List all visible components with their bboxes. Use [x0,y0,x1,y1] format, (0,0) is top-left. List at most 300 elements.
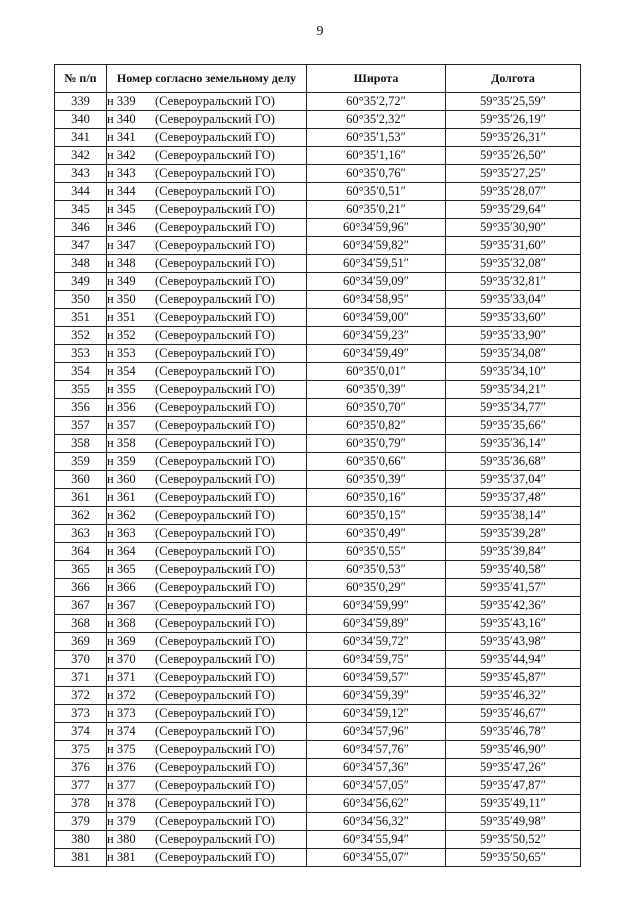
land-plot-code: н 364 [107,544,136,558]
district-label: (Североуральский ГО) [155,166,275,180]
latitude-value: 60°34′59,49″ [307,345,446,363]
row-number: 352 [55,327,107,345]
row-number: 363 [55,525,107,543]
table-row [55,813,581,831]
table-header-row [55,65,581,93]
latitude-value: 60°34′59,39″ [307,687,446,705]
land-plot-code: н 359 [107,454,136,468]
longitude-value: 59°35′47,87″ [446,777,581,795]
land-plot-code: н 371 [107,670,136,684]
table-row [55,651,581,669]
land-plot-code: н 344 [107,184,136,198]
district-label: (Североуральский ГО) [155,346,275,360]
land-plot-code: н 351 [107,310,136,324]
land-plot-code: н 348 [107,256,136,270]
district-label: (Североуральский ГО) [155,238,275,252]
longitude-value: 59°35′50,65″ [446,849,581,867]
longitude-value: 59°35′26,50″ [446,147,581,165]
district-label: (Североуральский ГО) [155,796,275,810]
coordinates-table [54,64,581,867]
district-label: (Североуральский ГО) [155,616,275,630]
table-row [55,795,581,813]
land-plot-code: н 363 [107,526,136,540]
land-plot-name [107,543,307,561]
table-row [55,633,581,651]
row-number: 358 [55,435,107,453]
table-row [55,93,581,111]
latitude-value: 60°35′0,39″ [307,471,446,489]
land-plot-name [107,129,307,147]
row-number: 373 [55,705,107,723]
row-number: 374 [55,723,107,741]
longitude-value: 59°35′41,57″ [446,579,581,597]
district-label: (Североуральский ГО) [155,328,275,342]
land-plot-name [107,435,307,453]
row-number: 378 [55,795,107,813]
district-label: (Североуральский ГО) [155,418,275,432]
land-plot-code: н 358 [107,436,136,450]
land-plot-name [107,183,307,201]
longitude-value: 59°35′34,77″ [446,399,581,417]
latitude-value: 60°34′59,57″ [307,669,446,687]
row-number: 344 [55,183,107,201]
table-row [55,849,581,867]
longitude-value: 59°35′35,66″ [446,417,581,435]
land-plot-code: н 349 [107,274,136,288]
land-plot-code: н 381 [107,850,136,864]
latitude-value: 60°35′0,53″ [307,561,446,579]
longitude-value: 59°35′37,48″ [446,489,581,507]
header-latitude: Широта [307,65,446,93]
row-number: 369 [55,633,107,651]
land-plot-code: н 355 [107,382,136,396]
table-row [55,165,581,183]
table-row [55,453,581,471]
latitude-value: 60°34′59,23″ [307,327,446,345]
row-number: 343 [55,165,107,183]
row-number: 350 [55,291,107,309]
land-plot-name [107,165,307,183]
latitude-value: 60°34′59,89″ [307,615,446,633]
longitude-value: 59°35′38,14″ [446,507,581,525]
row-number: 356 [55,399,107,417]
latitude-value: 60°34′55,07″ [307,849,446,867]
latitude-value: 60°34′59,12″ [307,705,446,723]
row-number: 348 [55,255,107,273]
land-plot-name [107,327,307,345]
table-row [55,669,581,687]
table-row [55,471,581,489]
row-number: 354 [55,363,107,381]
land-plot-code: н 340 [107,112,136,126]
land-plot-code: н 354 [107,364,136,378]
land-plot-code: н 343 [107,166,136,180]
row-number: 353 [55,345,107,363]
longitude-value: 59°35′46,67″ [446,705,581,723]
table-row [55,111,581,129]
land-plot-code: н 356 [107,400,136,414]
row-number: 362 [55,507,107,525]
district-label: (Североуральский ГО) [155,130,275,144]
longitude-value: 59°35′26,19″ [446,111,581,129]
table-row [55,777,581,795]
district-label: (Североуральский ГО) [155,760,275,774]
latitude-value: 60°34′59,99″ [307,597,446,615]
land-plot-code: н 373 [107,706,136,720]
district-label: (Североуральский ГО) [155,202,275,216]
land-plot-name [107,561,307,579]
land-plot-name [107,777,307,795]
latitude-value: 60°35′0,76″ [307,165,446,183]
latitude-value: 60°35′0,29″ [307,579,446,597]
row-number: 377 [55,777,107,795]
table-row [55,759,581,777]
table-row [55,561,581,579]
longitude-value: 59°35′29,64″ [446,201,581,219]
land-plot-code: н 350 [107,292,136,306]
table-row [55,345,581,363]
latitude-value: 60°35′0,01″ [307,363,446,381]
district-label: (Североуральский ГО) [155,364,275,378]
latitude-value: 60°34′59,82″ [307,237,446,255]
longitude-value: 59°35′36,68″ [446,453,581,471]
district-label: (Североуральский ГО) [155,580,275,594]
latitude-value: 60°35′0,16″ [307,489,446,507]
row-number: 341 [55,129,107,147]
district-label: (Североуральский ГО) [155,256,275,270]
land-plot-code: н 370 [107,652,136,666]
land-plot-name [107,831,307,849]
district-label: (Североуральский ГО) [155,112,275,126]
longitude-value: 59°35′43,98″ [446,633,581,651]
latitude-value: 60°34′57,76″ [307,741,446,759]
land-plot-name [107,345,307,363]
land-plot-name [107,705,307,723]
row-number: 376 [55,759,107,777]
land-plot-name [107,687,307,705]
land-plot-name [107,219,307,237]
table-row [55,183,581,201]
land-plot-code: н 346 [107,220,136,234]
land-plot-name [107,615,307,633]
district-label: (Североуральский ГО) [155,814,275,828]
table-row [55,237,581,255]
land-plot-code: н 365 [107,562,136,576]
row-number: 351 [55,309,107,327]
longitude-value: 59°35′30,90″ [446,219,581,237]
row-number: 365 [55,561,107,579]
header-longitude: Долгота [446,65,581,93]
land-plot-code: н 367 [107,598,136,612]
land-plot-name [107,93,307,111]
land-plot-code: н 341 [107,130,136,144]
row-number: 379 [55,813,107,831]
land-plot-name [107,813,307,831]
table-row [55,129,581,147]
row-number: 366 [55,579,107,597]
land-plot-name [107,489,307,507]
land-plot-code: н 378 [107,796,136,810]
district-label: (Североуральский ГО) [155,94,275,108]
land-plot-code: н 360 [107,472,136,486]
district-label: (Североуральский ГО) [155,148,275,162]
latitude-value: 60°35′0,79″ [307,435,446,453]
longitude-value: 59°35′34,08″ [446,345,581,363]
longitude-value: 59°35′47,26″ [446,759,581,777]
district-label: (Североуральский ГО) [155,382,275,396]
row-number: 361 [55,489,107,507]
row-number: 360 [55,471,107,489]
latitude-value: 60°34′57,36″ [307,759,446,777]
land-plot-name [107,795,307,813]
row-number: 342 [55,147,107,165]
longitude-value: 59°35′33,04″ [446,291,581,309]
district-label: (Североуральский ГО) [155,832,275,846]
district-label: (Североуральский ГО) [155,742,275,756]
latitude-value: 60°34′59,96″ [307,219,446,237]
row-number: 359 [55,453,107,471]
district-label: (Североуральский ГО) [155,598,275,612]
table-row [55,489,581,507]
row-number: 346 [55,219,107,237]
latitude-value: 60°34′58,95″ [307,291,446,309]
land-plot-name [107,507,307,525]
land-plot-code: н 375 [107,742,136,756]
land-plot-name [107,723,307,741]
district-label: (Североуральский ГО) [155,472,275,486]
page-number: 9 [316,24,324,39]
longitude-value: 59°35′40,58″ [446,561,581,579]
longitude-value: 59°35′46,78″ [446,723,581,741]
district-label: (Североуральский ГО) [155,688,275,702]
land-plot-name [107,309,307,327]
table-row [55,309,581,327]
table-row [55,417,581,435]
longitude-value: 59°35′39,84″ [446,543,581,561]
table-row [55,615,581,633]
latitude-value: 60°35′0,49″ [307,525,446,543]
longitude-value: 59°35′39,28″ [446,525,581,543]
latitude-value: 60°34′59,51″ [307,255,446,273]
district-label: (Североуральский ГО) [155,184,275,198]
land-plot-name [107,399,307,417]
land-plot-code: н 362 [107,508,136,522]
longitude-value: 59°35′37,04″ [446,471,581,489]
longitude-value: 59°35′27,25″ [446,165,581,183]
longitude-value: 59°35′26,31″ [446,129,581,147]
latitude-value: 60°35′0,51″ [307,183,446,201]
district-label: (Североуральский ГО) [155,652,275,666]
land-plot-name [107,759,307,777]
table-row [55,579,581,597]
row-number: 371 [55,669,107,687]
longitude-value: 59°35′32,81″ [446,273,581,291]
header-num: № п/п [55,65,107,93]
latitude-value: 60°34′56,62″ [307,795,446,813]
table-row [55,399,581,417]
latitude-value: 60°34′55,94″ [307,831,446,849]
latitude-value: 60°35′0,55″ [307,543,446,561]
table-row [55,705,581,723]
longitude-value: 59°35′32,08″ [446,255,581,273]
table-row [55,597,581,615]
table-row [55,687,581,705]
latitude-value: 60°35′2,32″ [307,111,446,129]
latitude-value: 60°34′57,96″ [307,723,446,741]
longitude-value: 59°35′45,87″ [446,669,581,687]
table-row [55,147,581,165]
district-label: (Североуральский ГО) [155,526,275,540]
land-plot-name [107,741,307,759]
land-plot-name [107,111,307,129]
land-plot-code: н 377 [107,778,136,792]
land-plot-code: н 380 [107,832,136,846]
land-plot-name [107,597,307,615]
land-plot-name [107,525,307,543]
row-number: 347 [55,237,107,255]
district-label: (Североуральский ГО) [155,508,275,522]
latitude-value: 60°34′57,05″ [307,777,446,795]
header-name: Номер согласно земельному делу [107,65,307,93]
row-number: 355 [55,381,107,399]
latitude-value: 60°34′59,00″ [307,309,446,327]
latitude-value: 60°35′0,21″ [307,201,446,219]
land-plot-name [107,201,307,219]
latitude-value: 60°35′2,72″ [307,93,446,111]
longitude-value: 59°35′46,90″ [446,741,581,759]
row-number: 357 [55,417,107,435]
longitude-value: 59°35′49,98″ [446,813,581,831]
district-label: (Североуральский ГО) [155,454,275,468]
table-row [55,201,581,219]
land-plot-code: н 347 [107,238,136,252]
row-number: 375 [55,741,107,759]
land-plot-name [107,147,307,165]
longitude-value: 59°35′33,90″ [446,327,581,345]
row-number: 339 [55,93,107,111]
land-plot-name [107,651,307,669]
district-label: (Североуральский ГО) [155,274,275,288]
table-row [55,525,581,543]
table-row [55,723,581,741]
longitude-value: 59°35′28,07″ [446,183,581,201]
land-plot-code: н 379 [107,814,136,828]
row-number: 367 [55,597,107,615]
land-plot-name [107,471,307,489]
row-number: 364 [55,543,107,561]
row-number: 372 [55,687,107,705]
table-row [55,327,581,345]
land-plot-code: н 342 [107,148,136,162]
longitude-value: 59°35′50,52″ [446,831,581,849]
table-row [55,831,581,849]
latitude-value: 60°34′56,32″ [307,813,446,831]
longitude-value: 59°35′49,11″ [446,795,581,813]
land-plot-name [107,579,307,597]
district-label: (Североуральский ГО) [155,634,275,648]
latitude-value: 60°35′0,39″ [307,381,446,399]
district-label: (Североуральский ГО) [155,724,275,738]
land-plot-code: н 357 [107,418,136,432]
district-label: (Североуральский ГО) [155,850,275,864]
land-plot-code: н 352 [107,328,136,342]
district-label: (Североуральский ГО) [155,436,275,450]
land-plot-name [107,291,307,309]
table-body [55,93,581,867]
land-plot-code: н 372 [107,688,136,702]
latitude-value: 60°35′1,53″ [307,129,446,147]
row-number: 381 [55,849,107,867]
district-label: (Североуральский ГО) [155,490,275,504]
district-label: (Североуральский ГО) [155,292,275,306]
latitude-value: 60°35′0,82″ [307,417,446,435]
land-plot-name [107,363,307,381]
table-row [55,543,581,561]
latitude-value: 60°35′0,66″ [307,453,446,471]
row-number: 345 [55,201,107,219]
land-plot-name [107,669,307,687]
district-label: (Североуральский ГО) [155,562,275,576]
longitude-value: 59°35′42,36″ [446,597,581,615]
district-label: (Североуральский ГО) [155,706,275,720]
row-number: 370 [55,651,107,669]
land-plot-name [107,633,307,651]
table-row [55,219,581,237]
latitude-value: 60°34′59,72″ [307,633,446,651]
longitude-value: 59°35′34,10″ [446,363,581,381]
table-row [55,255,581,273]
latitude-value: 60°35′0,70″ [307,399,446,417]
table-row [55,273,581,291]
longitude-value: 59°35′43,16″ [446,615,581,633]
longitude-value: 59°35′46,32″ [446,687,581,705]
district-label: (Североуральский ГО) [155,310,275,324]
row-number: 340 [55,111,107,129]
longitude-value: 59°35′25,59″ [446,93,581,111]
longitude-value: 59°35′36,14″ [446,435,581,453]
table-row [55,435,581,453]
longitude-value: 59°35′33,60″ [446,309,581,327]
land-plot-name [107,273,307,291]
land-plot-code: н 361 [107,490,136,504]
latitude-value: 60°35′1,16″ [307,147,446,165]
land-plot-code: н 353 [107,346,136,360]
table-row [55,291,581,309]
row-number: 349 [55,273,107,291]
district-label: (Североуральский ГО) [155,670,275,684]
district-label: (Североуральский ГО) [155,778,275,792]
table-row [55,381,581,399]
longitude-value: 59°35′44,94″ [446,651,581,669]
land-plot-code: н 368 [107,616,136,630]
latitude-value: 60°34′59,09″ [307,273,446,291]
district-label: (Североуральский ГО) [155,220,275,234]
table-row [55,741,581,759]
table-row [55,507,581,525]
land-plot-code: н 366 [107,580,136,594]
land-plot-code: н 376 [107,760,136,774]
row-number: 380 [55,831,107,849]
land-plot-name [107,237,307,255]
land-plot-name [107,255,307,273]
district-label: (Североуральский ГО) [155,544,275,558]
row-number: 368 [55,615,107,633]
land-plot-name [107,381,307,399]
land-plot-code: н 345 [107,202,136,216]
land-plot-code: н 339 [107,94,136,108]
land-plot-code: н 369 [107,634,136,648]
table-row [55,363,581,381]
